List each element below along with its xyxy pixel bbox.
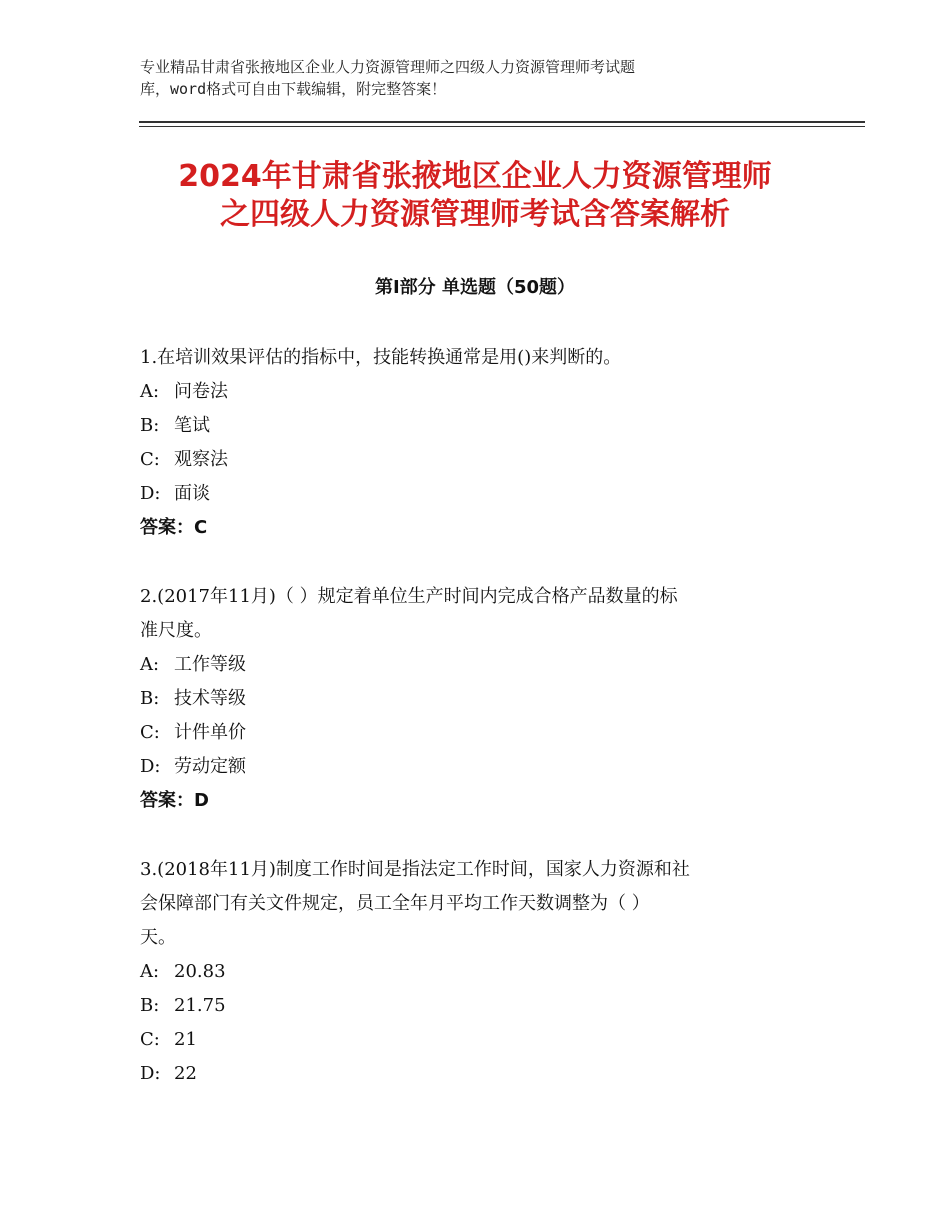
option-a xyxy=(140,653,246,677)
question-line: 3.(2018年11月)制度工作时间是指法定工作时间，国家人力资源和社 xyxy=(140,859,690,880)
option-text: 22 xyxy=(174,1063,197,1084)
option-b xyxy=(140,687,246,711)
option-text: 劳动定额 xyxy=(174,756,246,777)
option-c xyxy=(140,448,228,472)
option-text: 问卷法 xyxy=(174,381,228,402)
option-label: A: xyxy=(140,381,160,402)
question-line: 1.在培训效果评估的指标中，技能转换通常是用()来判断的。 xyxy=(140,347,622,368)
option-text: 20.83 xyxy=(174,961,226,982)
option-d xyxy=(140,755,246,779)
option-label: C: xyxy=(140,1029,160,1050)
question-line: 准尺度。 xyxy=(140,620,212,641)
option-d xyxy=(140,1062,197,1086)
option-label: D: xyxy=(140,1063,161,1084)
option-a xyxy=(140,380,228,404)
header-divider-thick xyxy=(139,121,865,123)
option-label: A: xyxy=(140,654,160,675)
question-text xyxy=(140,580,820,648)
header-note xyxy=(140,56,780,100)
option-c xyxy=(140,721,246,745)
option-text: 计件单价 xyxy=(174,722,246,743)
document-title-line: 之四级人力资源管理师考试含答案解析 xyxy=(220,197,730,232)
option-text: 21.75 xyxy=(174,995,226,1016)
question-line: 2.(2017年11月)（ ）规定着单位生产时间内完成合格产品数量的标 xyxy=(140,586,678,607)
option-label: C: xyxy=(140,449,160,470)
section-heading: 第Ⅰ部分 单选题（50题） xyxy=(374,277,575,298)
option-label: C: xyxy=(140,722,160,743)
document-title-line: 2024年甘肃省张掖地区企业人力资源管理师 xyxy=(178,159,772,194)
option-text: 面谈 xyxy=(174,483,210,504)
option-text: 技术等级 xyxy=(174,688,246,709)
question-line: 会保障部门有关文件规定，员工全年月平均工作天数调整为（ ） xyxy=(140,893,650,914)
option-c xyxy=(140,1028,197,1052)
option-b xyxy=(140,414,210,438)
option-d xyxy=(140,482,210,506)
option-a xyxy=(140,960,226,984)
option-text: 观察法 xyxy=(174,449,228,470)
question-text xyxy=(140,853,820,955)
question-text xyxy=(140,341,820,375)
option-label: B: xyxy=(140,415,160,436)
answer-line: 答案：D xyxy=(140,790,209,811)
option-text: 工作等级 xyxy=(174,654,246,675)
option-label: A: xyxy=(140,961,160,982)
option-b xyxy=(140,994,226,1018)
option-label: D: xyxy=(140,756,161,777)
question-line: 天。 xyxy=(140,927,176,948)
header-divider-thin xyxy=(139,126,865,127)
option-label: B: xyxy=(140,995,160,1016)
option-text: 笔试 xyxy=(174,415,210,436)
document-title xyxy=(90,158,860,234)
option-label: D: xyxy=(140,483,161,504)
option-text: 21 xyxy=(174,1029,197,1050)
answer-line: 答案：C xyxy=(140,517,208,538)
header-note-line: 专业精品甘肃省张掖地区企业人力资源管理师之四级人力资源管理师考试题 xyxy=(140,58,636,76)
header-note-line: 库，word格式可自由下载编辑，附完整答案！ xyxy=(140,80,447,98)
option-label: B: xyxy=(140,688,160,709)
